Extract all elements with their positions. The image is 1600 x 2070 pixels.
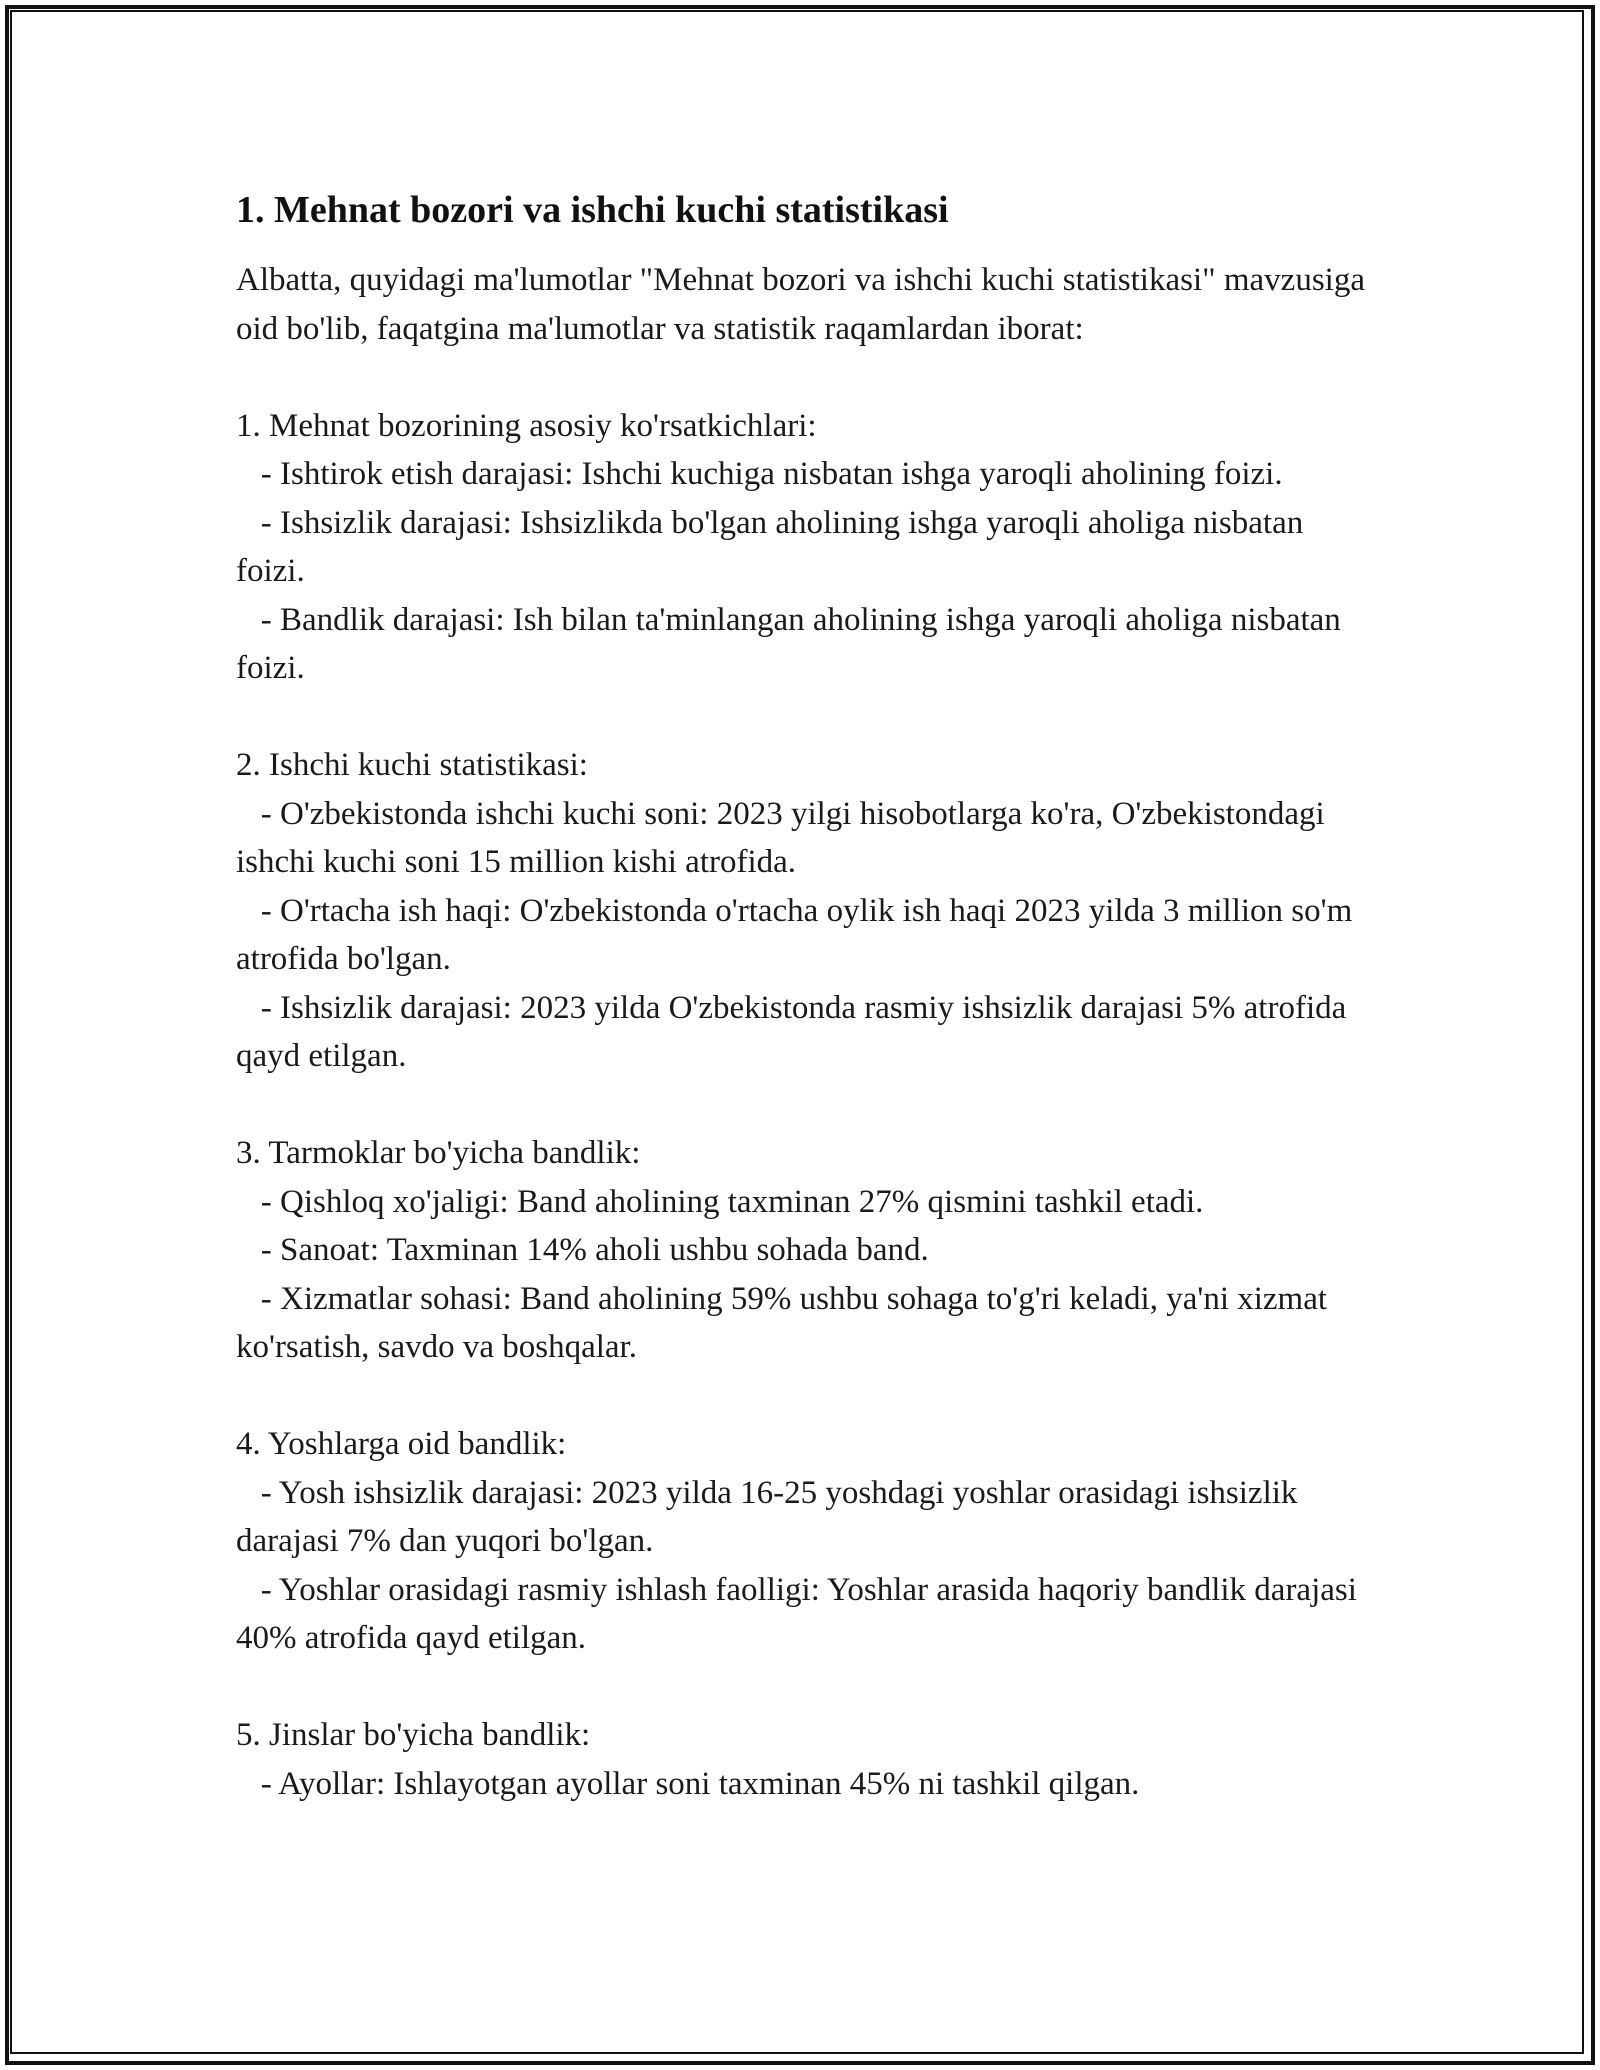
list-item: - Yosh ishsizlik darajasi: 2023 yilda 16-25 yoshdagi yoshlar orasidagi ishsizlik darajasi 7% dan yuqori bo'lgan.	[236, 1474, 1306, 1559]
spacer	[236, 353, 1366, 402]
document-body	[236, 186, 1366, 1808]
section-heading: 2. Ishchi kuchi statistikasi:	[236, 747, 588, 783]
section-heading: 5. Jinslar bo'yicha bandlik:	[236, 1717, 591, 1753]
list-item-text: Ishsizlik darajasi: 2023 yilda O'zbekistonda rasmiy ishsizlik darajasi 5% atrofida qayd etilgan.	[236, 989, 1355, 1074]
list-item: - Ishsizlik darajasi: Ishsizlikda bo'lgan aholining ishga yaroqli aholiga nisbatan foizi.	[236, 504, 1312, 589]
list-item-text: Sanoat: Taxminan 14% aholi ushbu sohada band.	[280, 1232, 929, 1268]
list-item-text: Xizmatlar sohasi: Band aholining 59% ushbu sohaga to'g'ri keladi, ya'ni xizmat ko'rsatish, savdo va boshqalar.	[236, 1280, 1336, 1365]
list-item: - Bandlik darajasi: Ish bilan ta'minlangan aholining ishga yaroqli aholiga nisbatan foizi.	[236, 601, 1350, 686]
list-item-text: Ishtirok etish darajasi: Ishchi kuchiga nisbatan ishga yaroqli aholining foizi.	[280, 456, 1283, 492]
section-4	[236, 1420, 1366, 1663]
list-item: - Ishtirok etish darajasi: Ishchi kuchiga nisbatan ishga yaroqli aholining foizi.	[236, 456, 1283, 492]
list-item: - Yoshlar orasidagi rasmiy ishlash faolligi: Yoshlar arasida haqoriy bandlik darajasi 40% atrofida qayd etilgan.	[236, 1571, 1366, 1656]
list-item: - Ishsizlik darajasi: 2023 yilda O'zbekistonda rasmiy ishsizlik darajasi 5% atrofida qayd etilgan.	[236, 989, 1355, 1074]
list-item-text: O'rtacha ish haqi: O'zbekistonda o'rtacha oylik ish haqi 2023 yilda 3 million so'm atrofida bo'lgan.	[236, 892, 1361, 977]
list-item: - Xizmatlar sohasi: Band aholining 59% ushbu sohaga to'g'ri keladi, ya'ni xizmat ko'rsatish, savdo va boshqalar.	[236, 1280, 1336, 1365]
section-heading: 1. Mehnat bozorining asosiy ko'rsatkichlari:	[236, 407, 817, 444]
document-title: 1. Mehnat bozori va ishchi kuchi statistikasi	[236, 189, 949, 231]
section-3	[236, 1129, 1366, 1372]
list-item: - Sanoat: Taxminan 14% aholi ushbu sohada band.	[236, 1232, 929, 1268]
list-item: - O'zbekistonda ishchi kuchi soni: 2023 yilgi hisobotlarga ko'ra, O'zbekistondagi ishchi kuchi soni 15 million kishi atrofida.	[236, 795, 1333, 880]
section-2	[236, 741, 1366, 1081]
section-1	[236, 402, 1366, 693]
list-item-text: Yoshlar orasidagi rasmiy ishlash faolligi: Yoshlar arasida haqoriy bandlik darajasi 40% atrofida qayd etilgan.	[236, 1571, 1366, 1656]
list-item-text: Ishsizlik darajasi: Ishsizlikda bo'lgan aholining ishga yaroqli aholiga nisbatan foizi.	[236, 504, 1312, 589]
spacer	[236, 1081, 1366, 1130]
spacer	[236, 1663, 1366, 1712]
spacer	[236, 1372, 1366, 1421]
intro-paragraph: Albatta, quyidagi ma'lumotlar "Mehnat bozori va ishchi kuchi statistikasi" mavzusiga oid bo'lib, faqatgina ma'lumotlar va statistik raqamlardan iborat:	[236, 262, 1365, 347]
section-heading: 4. Yoshlarga oid bandlik:	[236, 1426, 567, 1462]
list-item-text: Yosh ishsizlik darajasi: 2023 yilda 16-25 yoshdagi yoshlar orasidagi ishsizlik darajasi 7% dan yuqori bo'lgan.	[236, 1474, 1306, 1559]
spacer	[236, 693, 1366, 742]
section-5	[236, 1711, 1366, 1808]
list-item-text: Qishloq xo'jaligi: Band aholining taxminan 27% qismini tashkil etadi.	[280, 1183, 1204, 1220]
list-item-text: O'zbekistonda ishchi kuchi soni: 2023 yilgi hisobotlarga ko'ra, O'zbekistondagi ishchi kuchi soni 15 million kishi atrofida.	[236, 795, 1333, 880]
list-item: - O'rtacha ish haqi: O'zbekistonda o'rtacha oylik ish haqi 2023 yilda 3 million so'm atrofida bo'lgan.	[236, 892, 1361, 977]
list-item: - Ayollar: Ishlayotgan ayollar soni taxminan 45% ni tashkil qilgan.	[236, 1765, 1140, 1802]
list-item-text: Bandlik darajasi: Ish bilan ta'minlangan aholining ishga yaroqli aholiga nisbatan foizi.	[236, 601, 1350, 686]
section-heading: 3. Tarmoklar bo'yicha bandlik:	[236, 1135, 641, 1171]
list-item-text: Ayollar: Ishlayotgan ayollar soni taxminan 45% ni tashkil qilgan.	[278, 1765, 1140, 1802]
list-item: - Qishloq xo'jaligi: Band aholining taxminan 27% qismini tashkil etadi.	[236, 1183, 1204, 1220]
